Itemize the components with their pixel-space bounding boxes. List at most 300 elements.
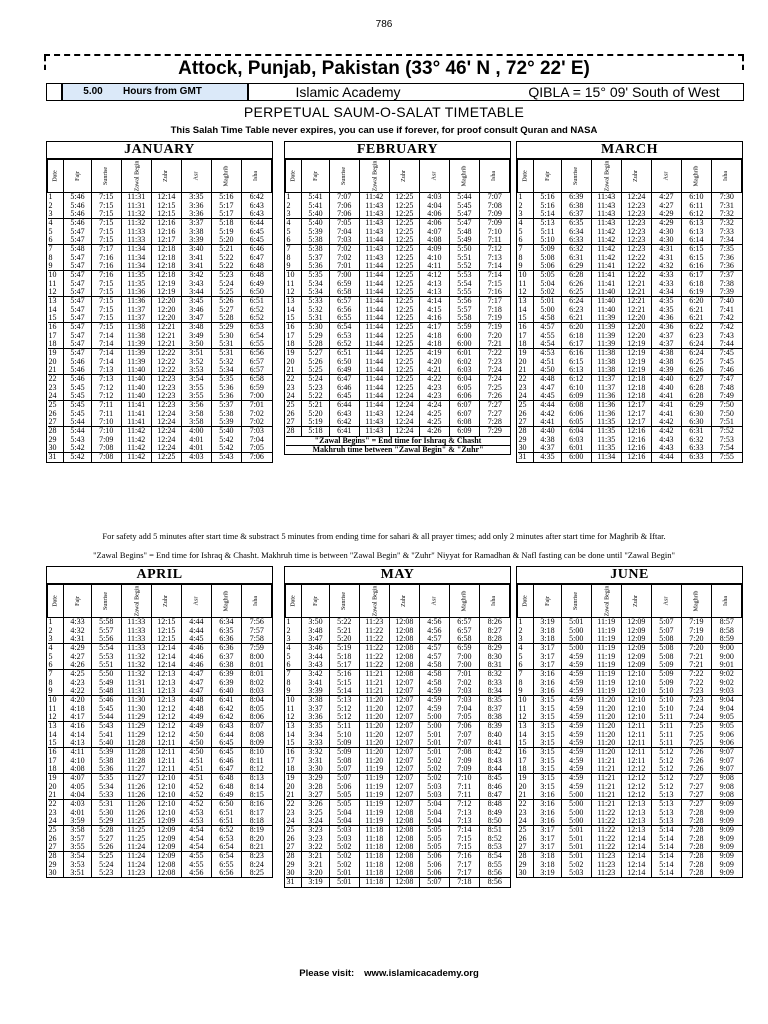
table-cell: 5:46 <box>91 696 121 705</box>
table-cell: 6:08 <box>449 418 479 427</box>
table-cell: 11:33 <box>121 644 151 653</box>
table-cell: 7:53 <box>711 436 741 444</box>
table-cell: 8:48 <box>479 800 509 809</box>
table-cell: 11:42 <box>121 453 151 462</box>
table-cell: 8:13 <box>241 774 271 783</box>
table-cell: 5:02 <box>329 861 359 869</box>
table-cell: 11:41 <box>591 279 621 287</box>
table-cell: 3:22 <box>302 843 329 852</box>
table-cell: 6:48 <box>211 783 241 791</box>
table-cell: 4:32 <box>651 262 681 271</box>
month-name: JUNE <box>517 567 742 584</box>
table-row <box>286 678 510 686</box>
table-row <box>518 748 742 757</box>
column-header: Maghrib <box>211 160 241 193</box>
table-cell: 6:54 <box>241 332 271 340</box>
table-cell: 11:43 <box>591 219 621 228</box>
table-cell: 4:49 <box>181 713 211 722</box>
table-cell: 2 <box>48 201 53 210</box>
table-cell: 9:06 <box>711 730 741 738</box>
table-cell: 7:28 <box>681 869 711 877</box>
table-cell: 7:23 <box>681 687 711 696</box>
table-cell: 27 <box>286 417 295 427</box>
table-cell: 5:45 <box>64 410 91 418</box>
table-cell: 5:58 <box>449 314 479 323</box>
table-cell: 5:48 <box>91 687 121 696</box>
table-row <box>518 791 742 800</box>
table-cell: 9:02 <box>711 678 741 686</box>
table-cell: 4:33 <box>651 271 681 280</box>
table-cell: 21 <box>286 365 295 375</box>
table-cell: 5:01 <box>419 739 449 748</box>
table-cell: 12:25 <box>389 384 419 392</box>
table-cell: 5:48 <box>64 245 91 254</box>
table-cell: 7:24 <box>681 713 711 722</box>
table-cell: 5:18 <box>211 219 241 228</box>
table-cell: 6:33 <box>681 444 711 453</box>
table-cell: 6:38 <box>561 201 591 209</box>
table-cell: 5:42 <box>211 444 241 453</box>
table-cell: 6:24 <box>681 340 711 349</box>
table-cell: 12:20 <box>621 332 651 340</box>
table-cell: 3:33 <box>302 739 329 748</box>
table-cell: 6:05 <box>449 384 479 392</box>
table-cell: 6:00 <box>561 453 591 462</box>
table-cell: 26 <box>48 834 57 843</box>
table-cell: 11:37 <box>591 375 621 384</box>
table-note-row <box>286 445 510 454</box>
table-cell: 7:21 <box>479 340 509 349</box>
table-cell: 24 <box>518 391 527 401</box>
table-cell: 8:02 <box>241 678 271 686</box>
table-cell: 12:23 <box>151 384 181 392</box>
table-cell: 4:41 <box>534 418 561 427</box>
table-cell: 5:13 <box>651 791 681 800</box>
column-header: Sunrise <box>561 160 591 193</box>
table-cell: 4:29 <box>651 219 681 228</box>
table-row <box>286 696 510 705</box>
table-cell: 5:14 <box>329 687 359 696</box>
table-cell: 5:10 <box>651 696 681 705</box>
table-cell: 4 <box>518 219 534 228</box>
table-cell: 6:44 <box>211 730 241 738</box>
table-cell: 11:21 <box>359 670 389 679</box>
table-cell: 5:26 <box>211 297 241 306</box>
table-cell: 20 <box>518 782 527 791</box>
table-cell: 11:39 <box>121 340 151 349</box>
table-cell: 11:19 <box>359 809 389 817</box>
table-cell: 5:47 <box>64 297 91 306</box>
table-cell: 3:44 <box>181 288 211 297</box>
table-cell: 6:53 <box>241 323 271 332</box>
table-row <box>48 791 272 800</box>
table-cell: 12:18 <box>621 392 651 401</box>
table-cell: 12:23 <box>151 375 181 384</box>
table-cell: 11:39 <box>591 323 621 332</box>
column-header: Zuhr <box>389 585 419 618</box>
table-cell: 4:57 <box>419 652 449 660</box>
table-cell: 8:14 <box>241 783 271 791</box>
table-cell: 6:47 <box>241 253 271 261</box>
table-cell: 3:50 <box>302 618 329 627</box>
table-cell: 3:36 <box>181 210 211 219</box>
table-cell: 5:02 <box>419 765 449 774</box>
table-cell: 12:25 <box>389 366 419 375</box>
table-cell: 8:04 <box>241 696 271 705</box>
table-cell: 20 <box>48 782 57 791</box>
table-cell: 4:40 <box>651 375 681 384</box>
table-cell: 5:13 <box>329 696 359 705</box>
table-cell: 11:43 <box>591 201 621 209</box>
table-cell: 11:21 <box>591 757 621 765</box>
table-cell: 7:46 <box>711 366 741 375</box>
table-row <box>286 826 510 835</box>
table-cell: 5:05 <box>419 826 449 835</box>
table-cell: 25 <box>286 826 302 835</box>
table-row <box>518 635 742 644</box>
column-header: Date <box>286 585 302 618</box>
table-cell: 8:32 <box>479 670 509 679</box>
table-cell: 5:23 <box>211 271 241 280</box>
table-cell: 6:41 <box>329 427 359 436</box>
table-cell: 11:19 <box>359 800 389 809</box>
table-cell: 5:46 <box>64 375 91 384</box>
table-cell: 4:24 <box>419 401 449 410</box>
table-cell: 4:13 <box>419 288 449 297</box>
table-cell: 7 <box>286 245 302 254</box>
table-cell: 5:34 <box>91 783 121 791</box>
table-cell: 12:21 <box>151 332 181 340</box>
table-cell: 4:37 <box>651 340 681 349</box>
table-cell: 4:06 <box>419 210 449 219</box>
table-cell: 7:18 <box>449 878 479 887</box>
table-cell: 3:53 <box>64 861 91 869</box>
table-cell: 4:47 <box>181 687 211 696</box>
table-cell: 11:44 <box>359 279 389 287</box>
table-cell: 5:00 <box>561 800 591 809</box>
table-cell: 5:31 <box>211 349 241 358</box>
table-cell: 4:37 <box>534 444 561 453</box>
table-cell: 11:38 <box>591 366 621 375</box>
table-cell: 8:18 <box>241 817 271 826</box>
table-cell: 12:09 <box>151 843 181 852</box>
table-cell: 18 <box>286 764 295 774</box>
table-cell: 12:13 <box>151 678 181 686</box>
table-cell: 4 <box>48 644 64 653</box>
table-cell: 11:43 <box>359 427 389 436</box>
table-cell: 5:41 <box>302 193 329 202</box>
table-cell: 5:00 <box>561 791 591 800</box>
table-note: Makhruh time between "Zawal Begin" & "Zuhr" <box>286 445 510 454</box>
table-cell: 12:21 <box>621 288 651 297</box>
table-cell: 5:16 <box>329 670 359 679</box>
table-cell: 5:53 <box>91 652 121 660</box>
column-header: Isha <box>711 585 741 618</box>
table-cell: 12:13 <box>621 809 651 817</box>
table-cell: 5:22 <box>302 392 329 401</box>
table-cell: 11:41 <box>121 401 151 410</box>
table-cell: 6:51 <box>211 817 241 826</box>
table-cell: 5:14 <box>651 869 681 877</box>
table-cell: 7:32 <box>711 210 741 219</box>
table-cell: 6:25 <box>561 288 591 297</box>
table-row <box>286 713 510 722</box>
table-cell: 3:54 <box>64 852 91 861</box>
table-cell: 7:15 <box>91 314 121 323</box>
table-cell: 7:17 <box>449 869 479 878</box>
table-cell: 6:36 <box>211 635 241 644</box>
table-cell: 5:29 <box>211 323 241 332</box>
table-cell: 7 <box>518 670 534 679</box>
table-cell: 5:39 <box>302 227 329 235</box>
table-cell: 12:18 <box>151 253 181 261</box>
table-cell: 12:20 <box>621 314 651 323</box>
table-cell: 4:29 <box>651 210 681 219</box>
table-row <box>48 375 272 384</box>
table-cell: 3:17 <box>534 835 561 843</box>
table-cell: 3:38 <box>181 227 211 235</box>
table-cell: 8 <box>518 678 523 687</box>
column-header: Zawal Begin <box>591 585 621 618</box>
gmt-value: 5.00 <box>83 86 103 97</box>
table-cell: 17 <box>48 331 57 340</box>
table-cell: 30 <box>48 443 57 453</box>
table-cell: 5:38 <box>91 757 121 765</box>
table-cell: 6:35 <box>211 626 241 634</box>
table-cell: 5:05 <box>419 835 449 843</box>
table-cell: 6:51 <box>241 297 271 306</box>
table-cell: 6:23 <box>681 332 711 340</box>
table-row <box>48 453 272 462</box>
table-row <box>518 427 742 436</box>
table-cell: 4:58 <box>534 314 561 323</box>
table-cell: 7:34 <box>711 236 741 245</box>
table-cell: 17 <box>286 756 295 765</box>
table-row <box>518 271 742 280</box>
table-cell: 7:36 <box>711 262 741 271</box>
table-cell: 7:24 <box>479 366 509 375</box>
table-cell: 4:07 <box>419 227 449 235</box>
table-cell: 3:48 <box>302 626 329 634</box>
table-cell: 11:21 <box>591 774 621 783</box>
table-cell: 4:56 <box>181 869 211 877</box>
table-cell: 5:03 <box>419 791 449 800</box>
table-cell: 8 <box>518 253 523 262</box>
table-row <box>48 366 272 375</box>
column-header: Zawal Begin <box>359 585 389 618</box>
table-cell: 12:23 <box>621 201 651 209</box>
month-table <box>517 159 742 462</box>
table-cell: 7:26 <box>479 392 509 401</box>
table-cell: 5:03 <box>329 835 359 843</box>
table-cell: 4:50 <box>181 739 211 748</box>
table-cell: 7:50 <box>711 410 741 418</box>
table-cell: 3:55 <box>181 392 211 401</box>
table-cell: 5:57 <box>449 305 479 313</box>
table-cell: 7:27 <box>681 774 711 783</box>
column-header: Zuhr <box>389 160 419 193</box>
table-cell: 11:32 <box>121 670 151 679</box>
table-cell: 11:44 <box>359 349 389 358</box>
table-cell: 19 <box>286 349 302 358</box>
table-cell: 3:53 <box>181 366 211 375</box>
table-cell: 11:37 <box>121 314 151 323</box>
table-cell: 12:09 <box>621 644 651 653</box>
table-cell: 5:51 <box>91 661 121 670</box>
table-cell: 6:52 <box>211 826 241 835</box>
table-row <box>518 236 742 245</box>
table-cell: 11:42 <box>591 236 621 245</box>
table-cell: 12:08 <box>389 869 419 878</box>
table-cell: 6:34 <box>211 618 241 627</box>
table-cell: 6:49 <box>211 791 241 800</box>
table-cell: 5:12 <box>651 765 681 774</box>
table-cell: 7:05 <box>329 219 359 228</box>
table-cell: 12:09 <box>621 635 651 644</box>
table-cell: 3:58 <box>181 410 211 418</box>
table-cell: 4:59 <box>419 687 449 696</box>
table-cell: 7:08 <box>91 453 121 462</box>
table-cell: 11:19 <box>591 618 621 627</box>
table-cell: 7:44 <box>711 340 741 349</box>
table-cell: 12:11 <box>621 739 651 748</box>
table-cell: 31 <box>286 878 302 887</box>
table-cell: 6:52 <box>329 340 359 349</box>
table-cell: 3:49 <box>181 332 211 340</box>
table-cell: 5:55 <box>449 288 479 297</box>
table-cell: 6:05 <box>561 418 591 427</box>
table-row <box>48 418 272 427</box>
table-row <box>48 332 272 340</box>
table-cell: 7:38 <box>711 279 741 287</box>
table-cell: 3:37 <box>181 219 211 228</box>
table-cell: 5:25 <box>211 288 241 297</box>
table-cell: 9:00 <box>711 644 741 653</box>
table-cell: 5:11 <box>651 722 681 731</box>
table-cell: 4:08 <box>419 236 449 245</box>
table-cell: 12:25 <box>389 332 419 340</box>
table-row <box>518 861 742 869</box>
table-cell: 5:39 <box>91 748 121 757</box>
table-cell: 4:25 <box>419 410 449 418</box>
table-cell: 4:01 <box>181 444 211 453</box>
table-cell: 5:40 <box>302 219 329 228</box>
table-row <box>286 418 510 427</box>
table-cell: 11:32 <box>121 219 151 228</box>
table-cell: 6:35 <box>561 219 591 228</box>
table-cell: 7:56 <box>241 618 271 627</box>
table-cell: 6:12 <box>561 375 591 384</box>
table-cell: 5:45 <box>64 384 91 392</box>
table-cell: 5:54 <box>91 644 121 653</box>
table-cell: 3:18 <box>534 626 561 634</box>
table-cell: 3 <box>518 209 523 218</box>
table-cell: 5:23 <box>91 869 121 877</box>
table-cell: 8:12 <box>241 765 271 774</box>
table-cell: 12:25 <box>389 201 419 209</box>
table-cell: 11:44 <box>359 392 389 401</box>
table-cell: 11:42 <box>121 436 151 444</box>
table-cell: 3:16 <box>534 687 561 696</box>
table-cell: 5:40 <box>302 210 329 219</box>
table-cell: 5:04 <box>419 817 449 826</box>
table-cell: 12:24 <box>151 444 181 453</box>
column-header: Date <box>518 160 534 193</box>
table-row <box>286 366 510 375</box>
table-cell: 4:55 <box>181 861 211 869</box>
table-cell: 4:17 <box>64 713 91 722</box>
table-cell: 7:01 <box>329 262 359 271</box>
table-cell: 5:26 <box>302 358 329 366</box>
table-cell: 6:48 <box>241 262 271 271</box>
table-cell: 4:04 <box>419 201 449 209</box>
table-cell: 11:27 <box>121 774 151 783</box>
table-cell: 9:06 <box>711 739 741 748</box>
table-cell: 12:25 <box>389 297 419 306</box>
table-cell: 5:11 <box>651 730 681 738</box>
table-cell: 5:18 <box>329 652 359 660</box>
table-row <box>518 297 742 306</box>
table-cell: 7:03 <box>329 236 359 245</box>
table-cell: 8:41 <box>479 739 509 748</box>
table-cell: 4:50 <box>181 730 211 738</box>
column-header: Asr <box>419 160 449 193</box>
month-march <box>516 141 743 463</box>
table-cell: 4:59 <box>561 678 591 686</box>
table-cell: 15 <box>286 313 295 322</box>
table-cell: 6 <box>518 660 523 669</box>
table-cell: 1 <box>286 617 291 627</box>
table-cell: 5:47 <box>64 236 91 245</box>
table-cell: 5:35 <box>91 774 121 783</box>
table-cell: 4:37 <box>651 332 681 340</box>
table-cell: 12:10 <box>621 713 651 722</box>
table-cell: 11:39 <box>121 358 151 366</box>
table-cell: 6:20 <box>561 323 591 332</box>
table-cell: 6:21 <box>681 314 711 323</box>
table-row <box>48 436 272 444</box>
table-cell: 5:24 <box>302 375 329 384</box>
table-cell: 7:25 <box>681 722 711 731</box>
table-cell: 6:04 <box>449 375 479 384</box>
table-cell: 12:20 <box>151 314 181 323</box>
table-cell: 11:43 <box>591 193 621 202</box>
table-cell: 9:08 <box>711 791 741 800</box>
table-cell: 4:22 <box>64 687 91 696</box>
month-table <box>517 584 742 877</box>
table-cell: 5:45 <box>91 704 121 712</box>
table-cell: 5:12 <box>651 757 681 765</box>
table-cell: 5:14 <box>651 826 681 835</box>
table-row <box>48 670 272 679</box>
table-row <box>48 783 272 791</box>
table-cell: 12:16 <box>151 219 181 228</box>
month-table <box>47 584 272 877</box>
table-cell: 11:29 <box>121 730 151 738</box>
table-cell: 7:15 <box>91 227 121 235</box>
table-cell: 5:04 <box>419 809 449 817</box>
table-cell: 3:15 <box>534 730 561 738</box>
table-row <box>518 757 742 765</box>
column-header: Maghrib <box>211 585 241 618</box>
table-cell: 11:18 <box>359 826 389 835</box>
table-cell: 4:42 <box>651 427 681 436</box>
table-cell: 3:18 <box>534 635 561 644</box>
table-cell: 6:49 <box>329 366 359 375</box>
table-cell: 12:11 <box>621 722 651 731</box>
column-header: Fajr <box>64 585 91 618</box>
visit-url[interactable]: www.islamicacademy.org <box>364 968 479 979</box>
